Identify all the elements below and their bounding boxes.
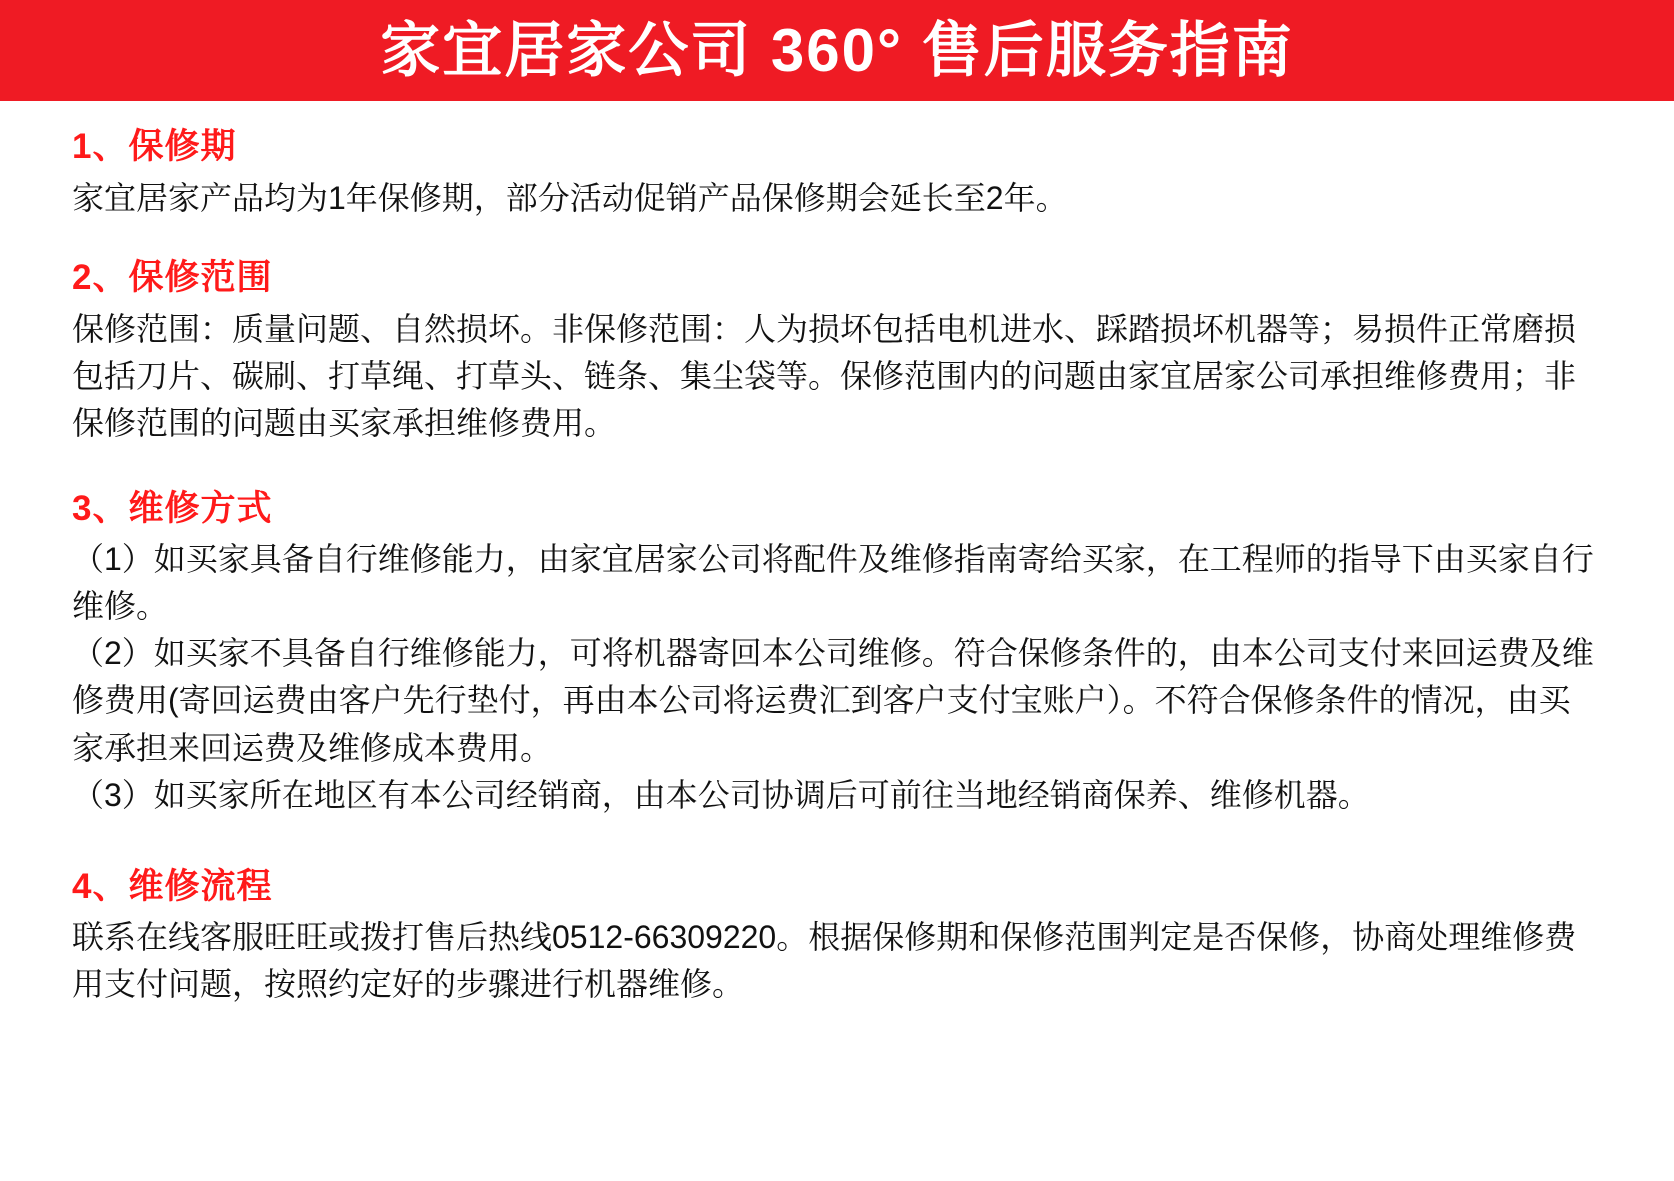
section-body [72,175,1602,222]
section-body [72,914,1602,1008]
section-heading: 4、维修流程 [72,866,273,906]
section-body [72,536,1602,818]
document-content [0,101,1674,1008]
paragraph: 家宜居家产品均为1年保修期，部分活动促销产品保修期会延长至2年。 [72,179,1068,216]
section-warranty-period [72,125,1602,222]
section-heading: 2、保修范围 [72,257,273,297]
section-warranty-scope [72,256,1602,447]
section-heading: 1、保修期 [72,127,237,166]
section-heading: 3、维修方式 [72,488,273,528]
section-body [72,306,1602,447]
section-repair-methods [72,487,1602,819]
page-title: 家宜居家公司 360° 售后服务指南 [380,16,1294,84]
paragraph: 联系在线客服旺旺或拨打售后热线0512-66309220。根据保修期和保修范围判定是否保修，协商处理维修费用支付问题，按照约定好的步骤进行机器维修。 [72,919,1577,1003]
paragraph: （3）如买家所在地区有本公司经销商，由本公司协调后可前往当地经销商保养、维修机器。 [72,776,1370,813]
page-banner [0,0,1674,101]
paragraph: （2）如买家不具备自行维修能力，可将机器寄回本公司维修。符合保修条件的，由本公司支付来回运费及维修费用(寄回运费由客户先行垫付，再由本公司将运费汇到客户支付宝账户）。不符合保修条件的情况，由买家承担来回运费及维修成本费用。 [72,635,1594,766]
paragraph: 保修范围：质量问题、自然损坏。非保修范围：人为损坏包括电机进水、踩踏损坏机器等；易损件正常磨损包括刀片、碳刷、打草绳、打草头、链条、集尘袋等。保修范围内的问题由家宜居家公司承担维修费用；非保修范围的问题由买家承担维修费用。 [72,310,1577,441]
section-repair-process [72,865,1602,1009]
paragraph: （1）如买家具备自行维修能力，由家宜居家公司将配件及维修指南寄给买家，在工程师的指导下由买家自行维修。 [72,541,1594,625]
